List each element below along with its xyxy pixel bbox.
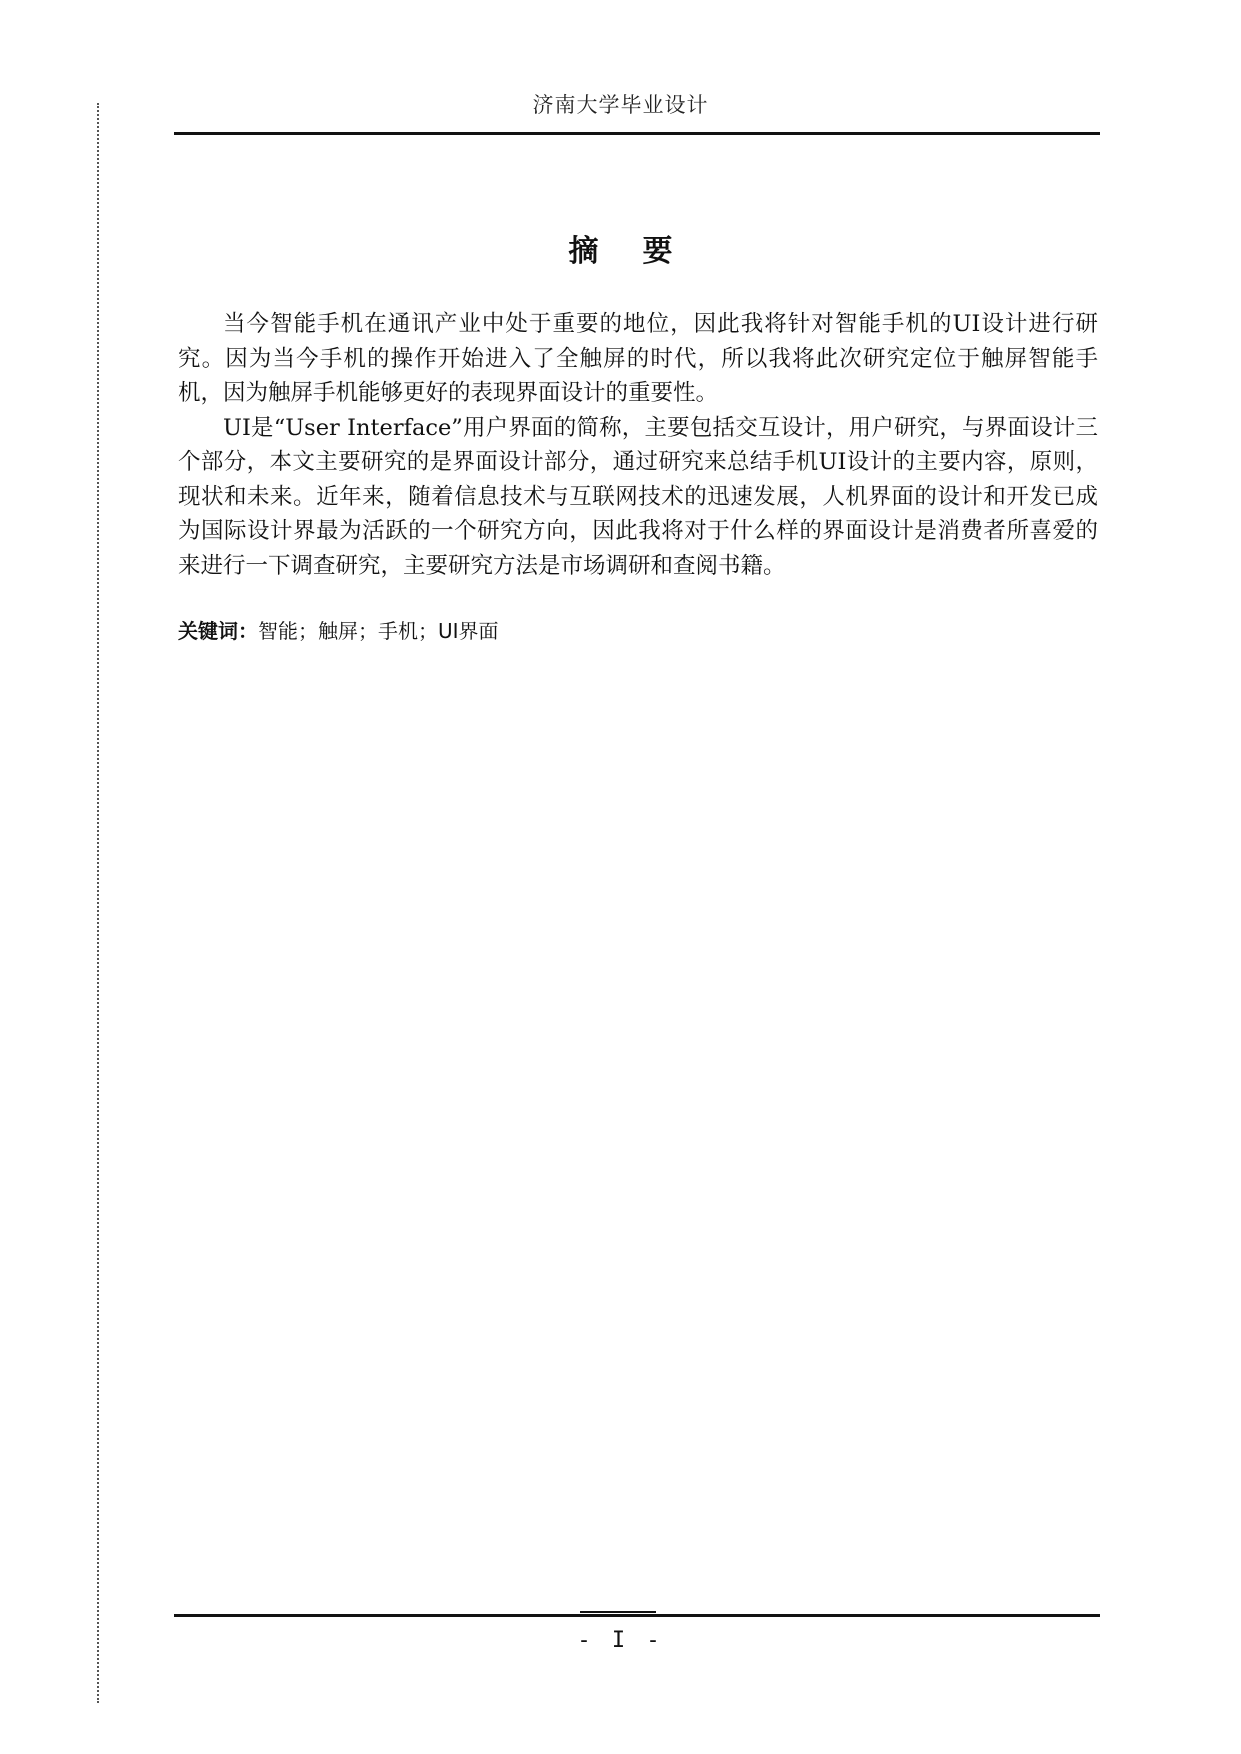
keywords-label: 关键词： [178, 619, 258, 643]
binding-margin-line [97, 103, 99, 1703]
abstract-paragraph-2: UI是“User Interface”用户界面的简称，主要包括交互设计，用户研究，与界面设计三个部分，本文主要研究的是界面设计部分，通过研究来总结手机UI设计的主要内容，原则，现状和未来。近年来，随着信息技术与互联网技术的迅速发展，人机界面的设计和开发已成为国际设计界最为活跃的一个研究方向，因此我将对于什么样的界面设计是消费者所喜爱的来进行一下调查研究，主要研究方法是市场调研和查阅书籍。 [178, 414, 1098, 579]
footer-rule [174, 1614, 1100, 1617]
footer-rule-mark [580, 1611, 656, 1613]
header-rule [174, 132, 1100, 135]
abstract-title: 摘要 [568, 234, 717, 269]
running-header: 济南大学毕业设计 [532, 93, 709, 117]
page-number: - I - [577, 1628, 664, 1653]
abstract-paragraph-1: 当今智能手机在通讯产业中处于重要的地位，因此我将针对智能手机的UI设计进行研究。因为当今手机的操作开始进入了全触屏的时代，所以我将此次研究定位于触屏智能手机，因为触屏手机能够更好的表现界面设计的重要性。 [178, 311, 1098, 406]
keywords-value: 智能；触屏；手机；UI界面 [258, 619, 499, 643]
keywords-line [178, 617, 499, 645]
abstract-body [178, 307, 1098, 583]
